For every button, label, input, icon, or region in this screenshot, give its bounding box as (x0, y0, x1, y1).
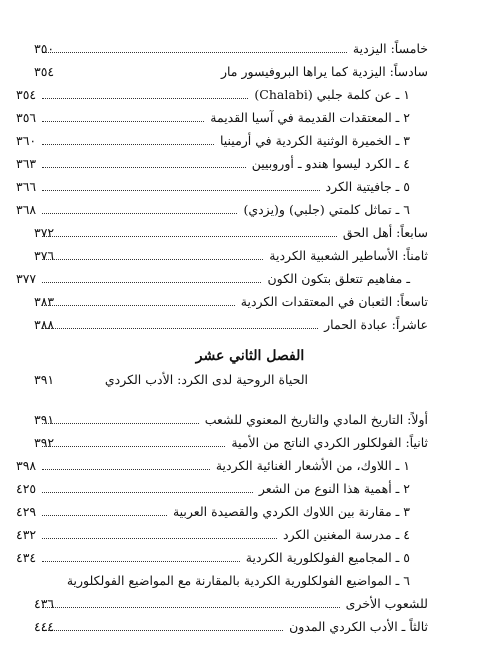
toc-entry-label: ٥ ـ جافيتية الكرد (325, 179, 410, 194)
toc-entry-page: ٤٣٤ (16, 550, 37, 565)
dot-leader (42, 561, 240, 562)
toc-entry (34, 58, 428, 80)
toc-entry-page: ٣٩١ (34, 412, 55, 427)
toc-entry (16, 544, 410, 566)
toc-entry-page: ٤٢٥ (16, 481, 37, 496)
toc-entry-page: ٣٧٦ (34, 248, 55, 263)
toc-entry (16, 452, 410, 474)
dot-leader (42, 213, 237, 214)
toc-entry-label: سابعاً: أهل الحق (342, 225, 428, 240)
toc-entry-label: ثالثاً ـ الأدب الكردي المدون (289, 619, 428, 634)
dot-leader (42, 98, 248, 99)
dot-leader (42, 121, 204, 122)
toc-entry-page: ٤٣٢ (16, 527, 37, 542)
toc-entry (16, 81, 410, 103)
toc-entry-page: ٤٤٤ (34, 619, 55, 634)
toc-entry-page: ٣٥٤ (16, 87, 37, 102)
toc-entry (34, 35, 428, 57)
toc-entry-page: ٣٧٢ (34, 225, 55, 240)
toc-entry-page: ٣٥٤ (34, 64, 55, 79)
dot-leader (42, 259, 263, 260)
toc-entry-label: ٥ ـ المجاميع الفولكلورية الكردية (245, 550, 410, 565)
toc-entry (16, 150, 410, 172)
toc-entry-page: ٣٩٢ (34, 435, 55, 450)
dot-leader (42, 515, 167, 516)
toc-entry-label: ٤ ـ الكرد ليسوا هندو ـ أوروبيين (251, 156, 410, 171)
toc-entry (34, 590, 428, 612)
toc-entry-label: ١ ـ عن كلمة جلبي (Chalabi) (254, 87, 410, 102)
toc-entry-label: عاشراً: عبادة الحمار (324, 317, 428, 332)
dot-leader (42, 282, 261, 283)
toc-entry (34, 219, 428, 241)
dot-leader (42, 607, 340, 608)
toc-entry (16, 173, 410, 195)
toc-entry-page: ٣٦٦ (16, 179, 37, 194)
toc-entry-page: ٣٧٧ (16, 271, 37, 286)
dot-leader (42, 469, 210, 470)
toc-entry-label: تاسعاً: الثعبان في المعتقدات الكردية (240, 294, 428, 309)
toc-entry-label: ثانياً: الفولكلور الكردي الناتج من الأمية (231, 435, 428, 450)
dot-leader (42, 423, 199, 424)
toc-entry-label: ٢ ـ أهمية هذا النوع من الشعر (258, 481, 410, 496)
toc-entry (16, 104, 410, 126)
toc-entry (16, 475, 410, 497)
toc-entry (16, 127, 410, 149)
toc-entry (16, 498, 410, 520)
toc-entry-label: ١ ـ اللاوك، من الأشعار الغنائية الكردية (215, 458, 410, 473)
toc-entry-page: ٣٦٨ (16, 202, 37, 217)
toc-entry-page: ٤٣٦ (34, 596, 55, 611)
toc-entry (34, 242, 428, 264)
dot-leader (42, 446, 225, 447)
dot-leader (42, 328, 318, 329)
toc-entry-label: ٣ ـ مقارنة بين اللاوك الكردي والقصيدة العربية (172, 504, 410, 519)
dot-leader (42, 236, 337, 237)
chapter-subtitle: الحياة الروحية لدى الكرد: الأدب الكردي (104, 372, 308, 387)
chapter-title: الفصل الثاني عشر (195, 348, 305, 364)
toc-entry-label: للشعوب الأخرى (345, 596, 428, 611)
toc-entry (16, 521, 410, 543)
chapter-page: ٣٩١ (34, 372, 55, 387)
toc-entry (34, 567, 410, 589)
dot-leader (42, 190, 320, 191)
dot-leader (42, 52, 347, 53)
toc-entry-label: ٣ ـ الخميرة الوثنية الكردية في أرمينيا (219, 133, 410, 148)
toc-entry (16, 196, 410, 218)
dot-leader (42, 144, 214, 145)
toc-entry (34, 613, 428, 635)
toc-entry-label: سادساً: اليزدية كما يراها البروفيسور مار (220, 64, 428, 79)
toc-entry-page: ٣٥٠ (34, 41, 55, 56)
toc-entry-label: ثامناً: الأساطير الشعبية الكردية (269, 248, 428, 263)
toc-entry-label: ٢ ـ المعتقدات القديمة في آسيا القديمة (210, 110, 410, 125)
dot-leader (42, 630, 283, 631)
toc-entry (34, 406, 428, 428)
toc-entry-label: أولاً: التاريخ المادي والتاريخ المعنوي للشعب (204, 412, 428, 427)
toc-entry-label: ٤ ـ مدرسة المغنين الكرد (283, 527, 410, 542)
dot-leader (42, 167, 246, 168)
toc-entry-page: ٣٨٣ (34, 294, 55, 309)
toc-entry-page: ٣٩٨ (16, 458, 37, 473)
toc-entry-label: ـ مفاهيم تتعلق بتكون الكون (267, 271, 410, 286)
toc-entry-page: ٣٦٣ (16, 156, 37, 171)
toc-entry-page: ٣٨٨ (34, 317, 55, 332)
toc-entry (34, 288, 428, 310)
toc-entry-page: ٣٥٦ (16, 110, 37, 125)
dot-leader (42, 538, 277, 539)
toc-entry-label: ٦ ـ المواضيع الفولكلورية الكردية بالمقارنة مع المواضيع الفولكلورية (66, 573, 410, 588)
dot-leader (42, 492, 253, 493)
toc-entry (34, 429, 428, 451)
toc-entry-page: ٤٢٩ (16, 504, 37, 519)
toc-entry-page: ٣٦٠ (16, 133, 37, 148)
toc-entry-label: خامساً: اليزدية (352, 41, 428, 56)
toc-entry (16, 265, 410, 287)
toc-entry (34, 311, 428, 333)
dot-leader (42, 305, 235, 306)
toc-entry-label: ٦ ـ تماثل كلمتي (جلبي) و(يزدي) (243, 202, 410, 217)
